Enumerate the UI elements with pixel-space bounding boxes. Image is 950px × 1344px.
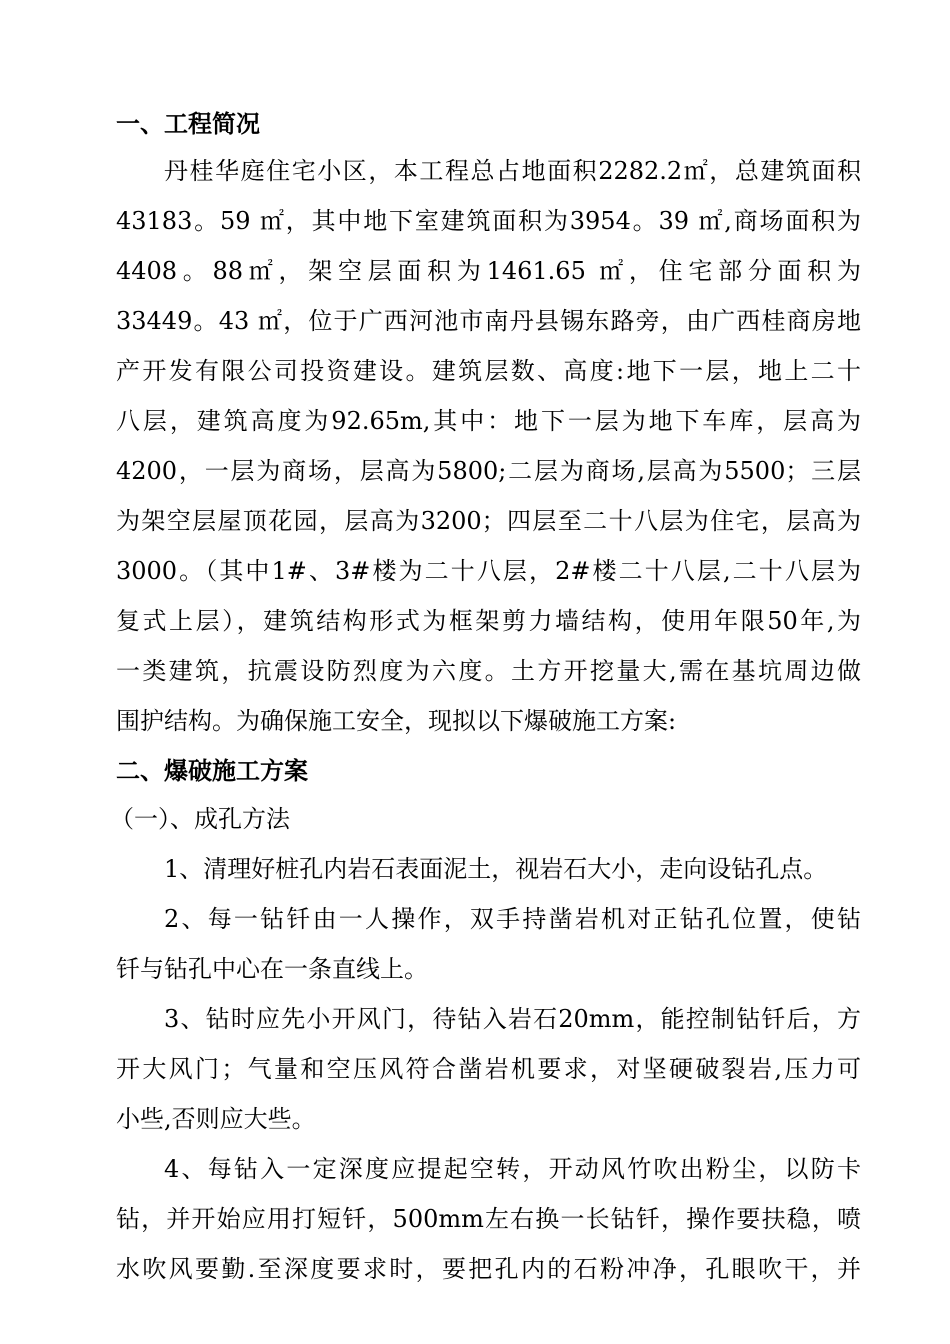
list-item-line: 钻，并开始应用打短钎，500mm左右换一长钻钎，操作要扶稳，喷 bbox=[116, 1205, 861, 1233]
list-item-line: 小些,否则应大些。 bbox=[116, 1105, 316, 1133]
paragraph-line: 4408。88㎡，架空层面积为1461.65 ㎡，住宅部分面积为 bbox=[116, 257, 861, 285]
list-item-line: 水吹风要勤.至深度要求时，要把孔内的石粉冲净，孔眼吹干，并 bbox=[116, 1255, 861, 1283]
paragraph-line: 4200，一层为商场，层高为5800;二层为商场,层高为5500；三层 bbox=[116, 457, 861, 485]
paragraph-line: 33449。43 ㎡，位于广西河池市南丹县锡东路旁，由广西桂商房地 bbox=[116, 307, 861, 335]
list-item-line: 钎与钻孔中心在一条直线上。 bbox=[116, 955, 428, 983]
section-heading-blasting-plan: 二、爆破施工方案 bbox=[116, 757, 308, 785]
list-item-line: 1、清理好桩孔内岩石表面泥土，视岩石大小，走向设钻孔点。 bbox=[164, 855, 828, 883]
subsection-heading-drilling-method: （一）、成孔方法 bbox=[110, 805, 290, 833]
list-item-line: 4、每钻入一定深度应提起空转，开动风竹吹出粉尘，以防卡 bbox=[164, 1155, 861, 1183]
section-heading-project-overview: 一、工程简况 bbox=[116, 110, 260, 138]
list-item-line: 2、每一钻钎由一人操作，双手持凿岩机对正钻孔位置，使钻 bbox=[164, 905, 861, 933]
list-item-line: 3、钻时应先小开风门，待钻入岩石20mm，能控制钻钎后，方 bbox=[164, 1005, 861, 1033]
paragraph-line: 产开发有限公司投资建设。建筑层数、高度:地下一层，地上二十 bbox=[116, 357, 861, 385]
paragraph-line: 围护结构。为确保施工安全，现拟以下爆破施工方案: bbox=[116, 707, 677, 735]
paragraph-line: 43183。59 ㎡，其中地下室建筑面积为3954。39 ㎡,商场面积为 bbox=[116, 207, 861, 235]
list-item-line: 开大风门；气量和空压风符合凿岩机要求，对坚硬破裂岩,压力可 bbox=[116, 1055, 861, 1083]
paragraph-line: 丹桂华庭住宅小区，本工程总占地面积2282.2㎡，总建筑面积 bbox=[164, 157, 861, 185]
paragraph-line: 3000。（其中1#、3#楼为二十八层，2#楼二十八层,二十八层为 bbox=[116, 557, 861, 585]
paragraph-line: 为架空层屋顶花园，层高为3200；四层至二十八层为住宅，层高为 bbox=[116, 507, 861, 535]
paragraph-line: 八层，建筑高度为92.65m,其中：地下一层为地下车库，层高为 bbox=[116, 407, 861, 435]
paragraph-line: 一类建筑，抗震设防烈度为六度。土方开挖量大,需在基坑周边做 bbox=[116, 657, 861, 685]
paragraph-line: 复式上层），建筑结构形式为框架剪力墙结构，使用年限50年,为 bbox=[116, 607, 861, 635]
